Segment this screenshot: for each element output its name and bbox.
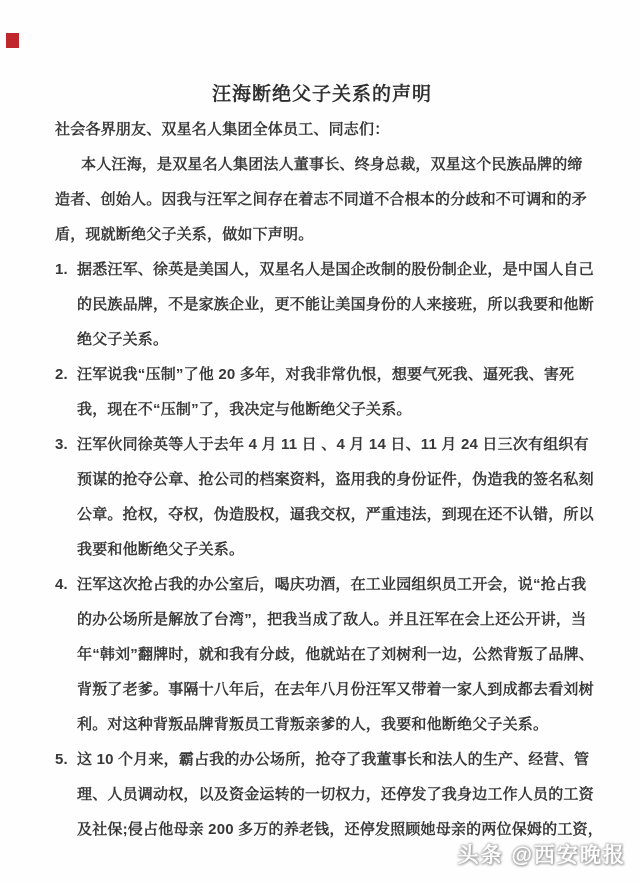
list-item-number: 1. — [55, 261, 68, 278]
list-item-text: 我，现在不“压制”了，我决定与他断绝父子关系。 — [77, 401, 412, 418]
toutiao-watermark: 头条 @西安晚报 — [457, 844, 626, 867]
list-item-text: 绝父子关系。 — [77, 331, 169, 348]
list-item-line — [55, 672, 594, 707]
list-item-number: 5. — [55, 751, 68, 768]
list-item-line — [55, 322, 589, 357]
list-item-number: 2. — [55, 366, 68, 383]
list-item-line — [55, 497, 594, 532]
document-title: 汪海断绝父子关系的声明 — [211, 84, 432, 105]
list-item-line — [55, 392, 589, 427]
list-item-text: 这 10 个月来，霸占我的办公场所，抢夺了我董事长和法人的生产、经营、管 — [77, 751, 590, 768]
red-stamp-mark — [6, 33, 19, 48]
list-item-text: 汪军这次抢占我的办公室后，喝庆功酒，在工业园组织员工开会，说“抢占我 — [77, 576, 587, 593]
list-item-text: 年“韩刘”翻牌时，就和我有分歧，他就站在了刘树利一边，公然背叛了品牌、 — [77, 646, 595, 663]
list-item-text: 理、人员调动权，以及资金运转的一切权力，还停发了我身边工作人员的工资 — [77, 786, 594, 803]
list-item-line — [55, 637, 595, 672]
list-item-text: 的民族品牌，不是家族企业，更不能让美国身份的人来接班，所以我要和他断 — [77, 296, 594, 313]
list-item-line — [55, 707, 589, 742]
intro-line: 盾，现就断绝父子关系，做如下声明。 — [55, 226, 314, 243]
list-item-text: 预谋的抢夺公章、抢公司的档案资料，盗用我的身份证件，伪造我的签名私刻 — [77, 471, 594, 488]
list-item-text: 汪军说我“压制”了他 20 多年，对我非常仇恨，想要气死我、逼死我、害死 — [77, 366, 575, 383]
salutation-line: 社会各界朋友、双星名人集团全体员工、同志们： — [55, 121, 390, 138]
list-item-line — [55, 287, 594, 322]
list-item-line — [55, 427, 589, 462]
list-item-text: 汪军伙同徐英等人于去年 4 月 11 日 、4 月 14 日、11 月 24 日三次有组织有 — [77, 436, 589, 453]
list-item-line — [55, 602, 589, 637]
list-item-number: 3. — [55, 436, 68, 453]
list-item-text: 背叛了老爹。事隔十八年后，在去年八月份汪军又带着一家人到成都去看刘树 — [77, 681, 594, 698]
intro-line: 造者、创始人。因我与汪军之间存在着志不同道不合根本的分歧和不可调和的矛 — [55, 191, 588, 208]
intro-line: 本人汪海，是双星名人集团法人董事长、终身总裁，双星这个民族品牌的缔 — [81, 156, 583, 173]
list-item-text: 的办公场所是解放了台湾”，把我当成了敌人。并且汪军在会上还公开讲，当 — [77, 611, 587, 628]
list-item-line — [55, 532, 589, 567]
list-item-line — [55, 777, 594, 812]
list-item-text: 公章。抢权，夺权，伪造股权，逼我交权，严重违法，到现在还不认错，所以 — [77, 506, 594, 523]
list-item-text: 据悉汪军、徐英是美国人，双星名人是国企改制的股份制企业，是中国人自己 — [77, 261, 594, 278]
list-item-line — [55, 357, 589, 392]
list-item-text: 利。对这种背叛品牌背叛员工背叛亲爹的人，我要和他断绝父子关系。 — [77, 716, 549, 733]
list-item-line — [55, 742, 589, 777]
list-item-line — [55, 252, 594, 287]
list-item-number: 4. — [55, 576, 68, 593]
list-item-text: 我要和他断绝父子关系。 — [77, 541, 245, 558]
list-item-text: 及社保;侵占他母亲 200 多万的养老钱，还停发照顾她母亲的两位保姆的工资， — [77, 821, 603, 838]
document-body — [55, 112, 603, 847]
list-item-line — [55, 567, 589, 602]
list-item-line — [55, 462, 594, 497]
